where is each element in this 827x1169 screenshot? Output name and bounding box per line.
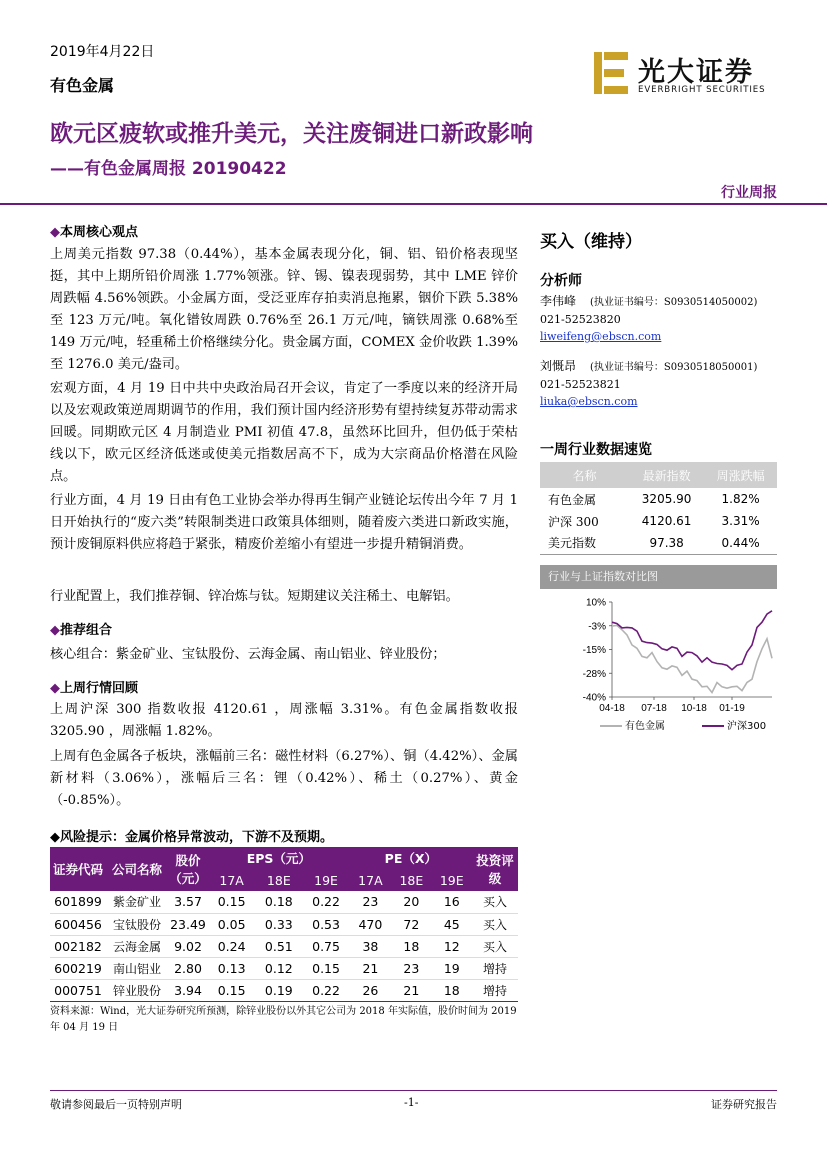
stock-eps: 0.15 <box>302 957 349 979</box>
stock-pe: 38 <box>350 935 392 957</box>
portfolio-text: 核心组合：紫金矿业、宝钛股份、云海金属、南山铝业、锌业股份； <box>50 647 446 662</box>
legend-label-csi300: 沪深300 <box>727 721 767 732</box>
stock-rating: 增持 <box>472 979 518 1001</box>
series-line-nonferrous <box>612 626 772 693</box>
report-date: 2019年4月22日 <box>50 44 155 60</box>
stock-eps: 0.15 <box>208 979 255 1001</box>
stock-pe: 18 <box>432 979 472 1001</box>
col-header-year: 17A <box>350 869 392 891</box>
analyst-heading: 分析师 <box>540 273 582 289</box>
analyst-name: 刘慨昂 <box>540 359 577 373</box>
y-tick-label: -3% <box>588 621 606 633</box>
recommended-stocks-table <box>50 847 518 1002</box>
index-row-value: 3205.90 <box>641 492 692 506</box>
col-header-name: 公司名称 <box>106 847 168 891</box>
everbright-logo <box>592 50 777 98</box>
stock-pe: 21 <box>350 957 392 979</box>
report-subtitle: ——有色金属周报 20190422 <box>50 159 287 179</box>
y-tick-label: 10% <box>585 597 606 609</box>
x-tick-label: 10-18 <box>681 703 707 714</box>
core-views-para-4: 行业配置上，我们推荐铜、锌冶炼与钛。短期建议关注稀土、电解铝。 <box>50 589 459 604</box>
analyst-card <box>540 358 757 410</box>
risk-warning: ◆风险提示：金属价格异常波动，下游不及预期。 <box>50 830 334 845</box>
stock-row <box>50 913 518 935</box>
stock-row <box>50 935 518 957</box>
col-header-eps: EPS（元） <box>208 847 350 869</box>
market-review-para-2: 上周有色金属各子板块，涨幅前三名：磁性材料（6.27%）、铜（4.42%）、金属新材料（3.06%），涨幅后三名：锂（0.42%）、稀土（0.27%）、黄金（-0.85%）。 <box>50 749 518 808</box>
report-type: 行业周报 <box>721 185 777 201</box>
diamond-bullet-icon: ◆ <box>50 623 60 638</box>
index-row-change: 0.44% <box>704 532 777 554</box>
col-header-year: 18E <box>255 869 302 891</box>
analyst-email-link[interactable]: liuka@ebscn.com <box>540 395 638 408</box>
index-row-value: 97.38 <box>629 532 704 554</box>
stock-pe: 12 <box>432 935 472 957</box>
stock-row <box>50 891 518 913</box>
everbright-logo-icon <box>592 50 630 96</box>
col-header-code: 证券代码 <box>50 847 106 891</box>
industry-vs-index-chart <box>540 592 777 742</box>
series-line-csi300 <box>612 611 772 670</box>
stock-pe: 21 <box>391 979 431 1001</box>
stock-eps: 0.51 <box>255 935 302 957</box>
stock-pe: 72 <box>391 913 431 935</box>
stock-pe: 26 <box>350 979 392 1001</box>
index-row-name: 美元指数 <box>540 532 629 554</box>
footer-divider <box>50 1090 777 1091</box>
stock-eps: 0.19 <box>255 979 302 1001</box>
logo-english-name: EVERBRIGHT SECURITIES <box>638 85 766 95</box>
core-views-para-2: 宏观方面，4 月 19 日中共中央政治局召开会议，肯定了一季度以来的经济开局以及宏观政策逆周期调节的作用，我们预计国内经济形势有望持续复苏带动需求回暖。同期欧元区 4 月制造业 PMI 初值 47.8，虽然环比回升，但仍低于荣枯线以下，欧元区经济低迷或使美元指数居高不下，成为大宗商品价格潜在风险点。 <box>50 381 518 484</box>
index-row <box>540 532 777 554</box>
stock-pe: 23 <box>391 957 431 979</box>
stock-eps: 0.75 <box>302 935 349 957</box>
investment-rating: 买入（维持） <box>540 232 642 252</box>
core-views-para-3: 行业方面，4 月 19 日由有色工业协会举办得再生铜产业链论坛传出今年 7 月 1 日开始执行的“废六类”转限制类进口政策具体细则，随着废六类进口新政实施，预计废铜原料供应将趋于紧张，精废价差缩小有望进一步提升精铜消费。 <box>50 493 518 552</box>
col-header-year: 19E <box>302 869 349 891</box>
stock-code: 600456 <box>50 913 106 935</box>
stock-eps: 0.12 <box>255 957 302 979</box>
stock-pe: 16 <box>432 891 472 913</box>
analyst-card <box>540 293 757 345</box>
weekly-data-heading: 一周行业数据速览 <box>540 442 652 458</box>
stock-rating: 买入 <box>472 935 518 957</box>
analyst-phone: 021-52523820 <box>540 313 621 326</box>
index-row-change: 3.31% <box>721 514 760 528</box>
index-row <box>540 488 777 510</box>
table-source-note: 资料来源：Wind，光大证券研究所预测，除锌业股份以外其它公司为 2018 年实际值，股价时间为 2019 年 04 月 19 日 <box>50 1006 517 1033</box>
core-views-heading: ◆本周核心观点 <box>50 225 139 240</box>
stock-eps: 0.05 <box>208 913 255 935</box>
index-row-value: 4120.61 <box>641 514 692 528</box>
analyst-license: (执业证书编号：S0930514050002) <box>590 297 758 308</box>
diamond-bullet-icon: ◆ <box>50 225 60 240</box>
stock-name: 宝钛股份 <box>106 913 168 935</box>
index-col-latest: 最新指数 <box>629 462 704 488</box>
index-row-change: 1.82% <box>721 492 760 506</box>
stock-eps: 0.33 <box>255 913 302 935</box>
stock-row <box>50 957 518 979</box>
analyst-name: 李伟峰 <box>540 294 577 308</box>
stock-pe: 45 <box>432 913 472 935</box>
stock-price: 23.49 <box>168 913 208 935</box>
stock-code: 000751 <box>50 979 106 1001</box>
logo-chinese-name: 光大证券 <box>638 57 754 88</box>
analyst-email-link[interactable]: liweifeng@ebscn.com <box>540 330 662 343</box>
stock-price: 2.80 <box>168 957 208 979</box>
stock-pe: 20 <box>391 891 431 913</box>
stock-eps: 0.24 <box>208 935 255 957</box>
col-header-year: 19E <box>432 869 472 891</box>
stock-rating: 买入 <box>472 891 518 913</box>
x-tick-label: 04-18 <box>599 703 625 714</box>
stock-row <box>50 979 518 1001</box>
footer-report-label: 证券研究报告 <box>711 1098 777 1111</box>
market-review-para-1: 上周沪深 300 指数收报 4120.61 ，周涨幅 3.31%。有色金属指数收报 3205.90 ，周涨幅 1.82%。 <box>50 702 518 739</box>
sector-name: 有色金属 <box>50 76 115 95</box>
stock-pe: 470 <box>350 913 392 935</box>
index-row-name: 有色金属 <box>548 492 597 507</box>
y-tick-label: -15% <box>582 645 606 656</box>
stock-pe: 23 <box>350 891 392 913</box>
stock-eps: 0.13 <box>208 957 255 979</box>
x-tick-label: 01-19 <box>719 703 745 714</box>
stock-eps: 0.22 <box>302 891 349 913</box>
stock-code: 002182 <box>50 935 106 957</box>
stock-eps: 0.18 <box>255 891 302 913</box>
market-review-heading: ◆上周行情回顾 <box>50 681 139 696</box>
diamond-bullet-icon: ◆ <box>50 830 60 845</box>
header-divider <box>0 203 827 205</box>
stock-pe: 19 <box>432 957 472 979</box>
index-row <box>540 510 777 532</box>
index-col-name: 名称 <box>540 462 629 488</box>
stock-eps: 0.15 <box>208 891 255 913</box>
stock-rating: 买入 <box>472 913 518 935</box>
report-title: 欧元区疲软或推升美元，关注废铜进口新政影响 <box>50 121 533 147</box>
stock-price: 3.57 <box>168 891 208 913</box>
footer-disclaimer: 敬请参阅最后一页特别声明 <box>50 1098 182 1111</box>
y-tick-label: -40% <box>582 692 606 704</box>
stock-code: 600219 <box>50 957 106 979</box>
stock-name: 紫金矿业 <box>106 891 168 913</box>
stock-rating: 增持 <box>472 957 518 979</box>
stock-price: 3.94 <box>168 979 208 1001</box>
col-header-pe: PE（X） <box>350 847 472 869</box>
stock-eps: 0.22 <box>302 979 349 1001</box>
index-col-change: 周涨跌幅 <box>704 462 777 488</box>
col-header-price: 股价（元） <box>168 847 208 891</box>
col-header-year: 18E <box>391 869 431 891</box>
stock-name: 云海金属 <box>106 935 168 957</box>
diamond-bullet-icon: ◆ <box>50 681 60 696</box>
col-header-rating: 投资评级 <box>472 847 518 891</box>
stock-name: 锌业股份 <box>106 979 168 1001</box>
legend-label-nonferrous: 有色金属 <box>625 721 665 732</box>
portfolio-heading: ◆推荐组合 <box>50 623 113 638</box>
x-tick-label: 07-18 <box>641 703 667 714</box>
col-header-year: 17A <box>208 869 255 891</box>
core-views-para-1: 上周美元指数 97.38（0.44%），基本金属表现分化，铜、铝、铅价格表现坚挺，其中上期所铅价周涨 1.77%领涨。锌、锡、镍表现弱势，其中 LME 锌价周跌幅 4.56%领跌。小金属方面，受泛亚库存拍卖消息拖累，铟价下跌 5.38%至 123 万元/吨。氧化镨钕周跌 0.76%至 26.1 万元/吨，镝铁周涨 0.68%至 149 万元/吨，轻重稀土价格继续分化。贵金属方面，COMEX 金价收跌 1.39%至 1276.0 美元/盎司。 <box>50 247 518 372</box>
analyst-license: (执业证书编号：S0930518050001) <box>590 362 758 373</box>
stock-code: 601899 <box>50 891 106 913</box>
page-number: -1- <box>404 1096 419 1109</box>
stock-price: 9.02 <box>168 935 208 957</box>
chart-title: 行业与上证指数对比图 <box>540 565 777 589</box>
stock-name: 南山铝业 <box>106 957 168 979</box>
stock-eps: 0.53 <box>302 913 349 935</box>
index-row-name: 沪深 300 <box>548 514 599 529</box>
weekly-index-table <box>540 462 777 555</box>
stock-pe: 18 <box>391 935 431 957</box>
analyst-phone: 021-52523821 <box>540 378 621 391</box>
y-tick-label: -28% <box>582 668 606 680</box>
